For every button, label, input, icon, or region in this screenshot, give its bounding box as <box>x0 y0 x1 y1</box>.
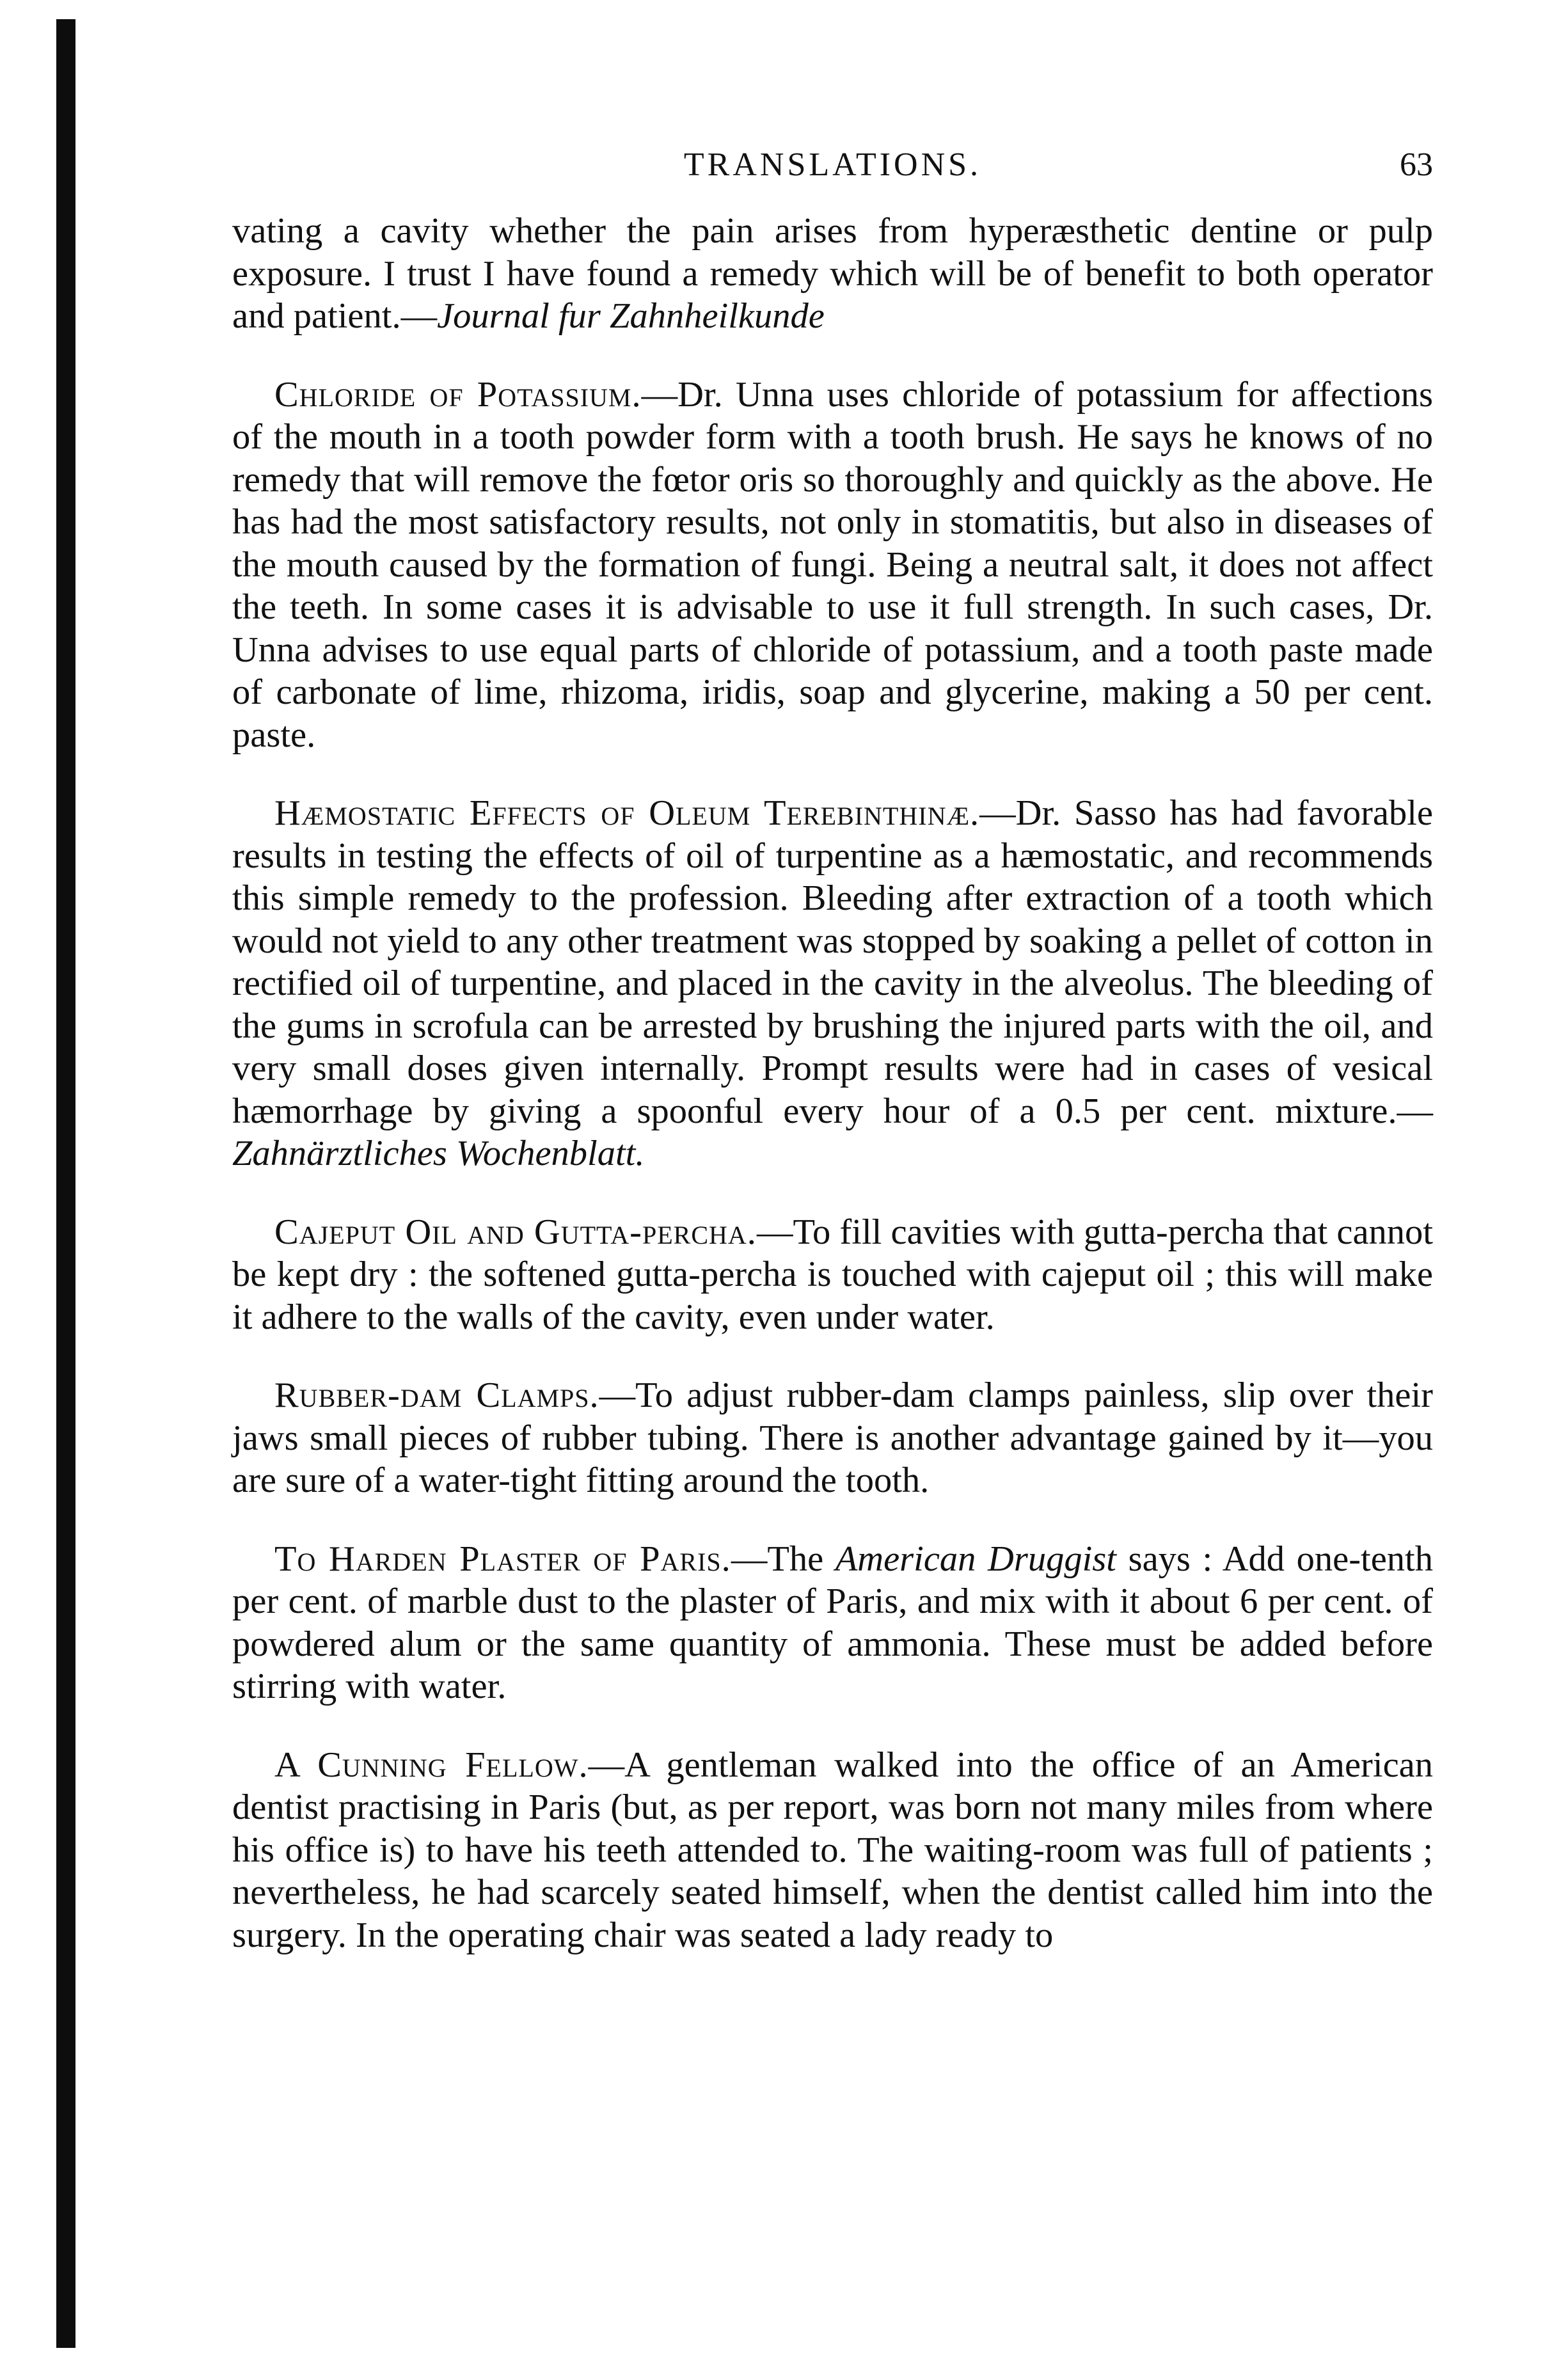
section-heading: Cajeput Oil and Gutta-percha. <box>274 1212 757 1252</box>
source-citation: Journal fur Zahnheilkunde <box>437 296 825 336</box>
paragraph-text: —Dr. Sasso has had favorable results in testing the effects of oil of turpentine as a hæmostatic, and recommends this simple remedy to the profession. Bleeding after extraction of a tooth which would not yield to any other treatment was stopped by soaking a pellet of cotton in rectified oil of turpentine, and placed in the cavity in the alveolus. The bleeding of the gums in scrofula can be arrested by brushing the injured parts with the oil, and very small doses given internally. Prompt results were had in cases of vesical hæmorrhage by giving a spoonful every hour of a 0.5 per cent. mixture.— <box>232 793 1433 1131</box>
paragraph-text-continued: says : Add one-tenth per cent. of marble dust to the plaster of Paris, and mix with it about 6 per cent. of powdered alum or the same quantity of ammonia. These must be added before stirring with water. <box>232 1539 1434 1706</box>
paragraph-cajeput-oil <box>232 1211 1433 1339</box>
paragraph-cunning-fellow <box>232 1744 1433 1957</box>
paragraph-text: —Dr. Unna uses chloride of potassium for affections of the mouth in a tooth powder form with a tooth brush. He says he knows of no remedy that will remove the fœtor oris so thoroughly and quickly as the above. He has had the most satisfactory results, not only in stomatitis, but also in diseases of the mouth caused by the formation of fungi. Being a neutral salt, it does not affect the teeth. In some cases it is advisable to use it full strength. In such cases, Dr. Unna advises to use equal parts of chloride of potassium, and a tooth paste made of carbonate of lime, rhizoma, iridis, soap and glycerine, making a 50 per cent. paste. <box>232 374 1433 755</box>
section-heading: A Cunning Fellow. <box>274 1745 589 1785</box>
paragraph-continued <box>232 210 1433 338</box>
section-heading: To Harden Plaster of Paris. <box>274 1539 731 1579</box>
page-number: 63 <box>1400 147 1433 183</box>
paragraph-text: —To adjust rubber-dam clamps painless, slip over their jaws small pieces of rubber tubing. There is another advantage gained by it—you are sure of a water-tight fitting around the tooth. <box>232 1375 1434 1500</box>
paragraph-haemostatic-effects <box>232 792 1433 1175</box>
section-heading: Hæmostatic Effects of Oleum Terebinthinæ. <box>274 793 980 833</box>
paragraph-harden-plaster <box>232 1538 1433 1708</box>
paragraph-text: —A gentleman walked into the office of an American dentist practising in Paris (but, as per report, was born not many miles from where his office is) to have his teeth attended to. The waiting-room was full of patients ; nevertheless, he had scarcely seated himself, when the dentist called him into the surgery. In the operating chair was seated a lady ready to <box>232 1745 1433 1955</box>
book-page <box>232 133 1433 1956</box>
running-title: TRANSLATIONS. <box>683 147 982 183</box>
paragraph-text: —To fill cavities with gutta-percha that cannot be kept dry : the softened gutta-percha is touched with cajeput oil ; this will make it adhere to the walls of the cavity, even under water. <box>232 1212 1433 1337</box>
paragraph-chloride-of-potassium <box>232 374 1433 757</box>
paragraph-text: —The <box>731 1539 835 1579</box>
source-citation: Zahnärztliches Wochenblatt. <box>232 1134 645 1173</box>
paragraph-text: vating a cavity whether the pain arises from hyperæsthetic dentine or pulp exposure. I trust I have found a remedy which will be of benefit to both operator and patient.— <box>232 211 1433 336</box>
paragraph-rubber-dam-clamps <box>232 1374 1433 1502</box>
section-heading: Rubber-dam Clamps. <box>274 1375 599 1415</box>
running-header <box>232 133 1433 191</box>
source-citation: American Druggist <box>835 1539 1116 1579</box>
binding-edge-rule <box>56 19 75 2348</box>
section-heading: Chloride of Potassium. <box>274 374 642 415</box>
